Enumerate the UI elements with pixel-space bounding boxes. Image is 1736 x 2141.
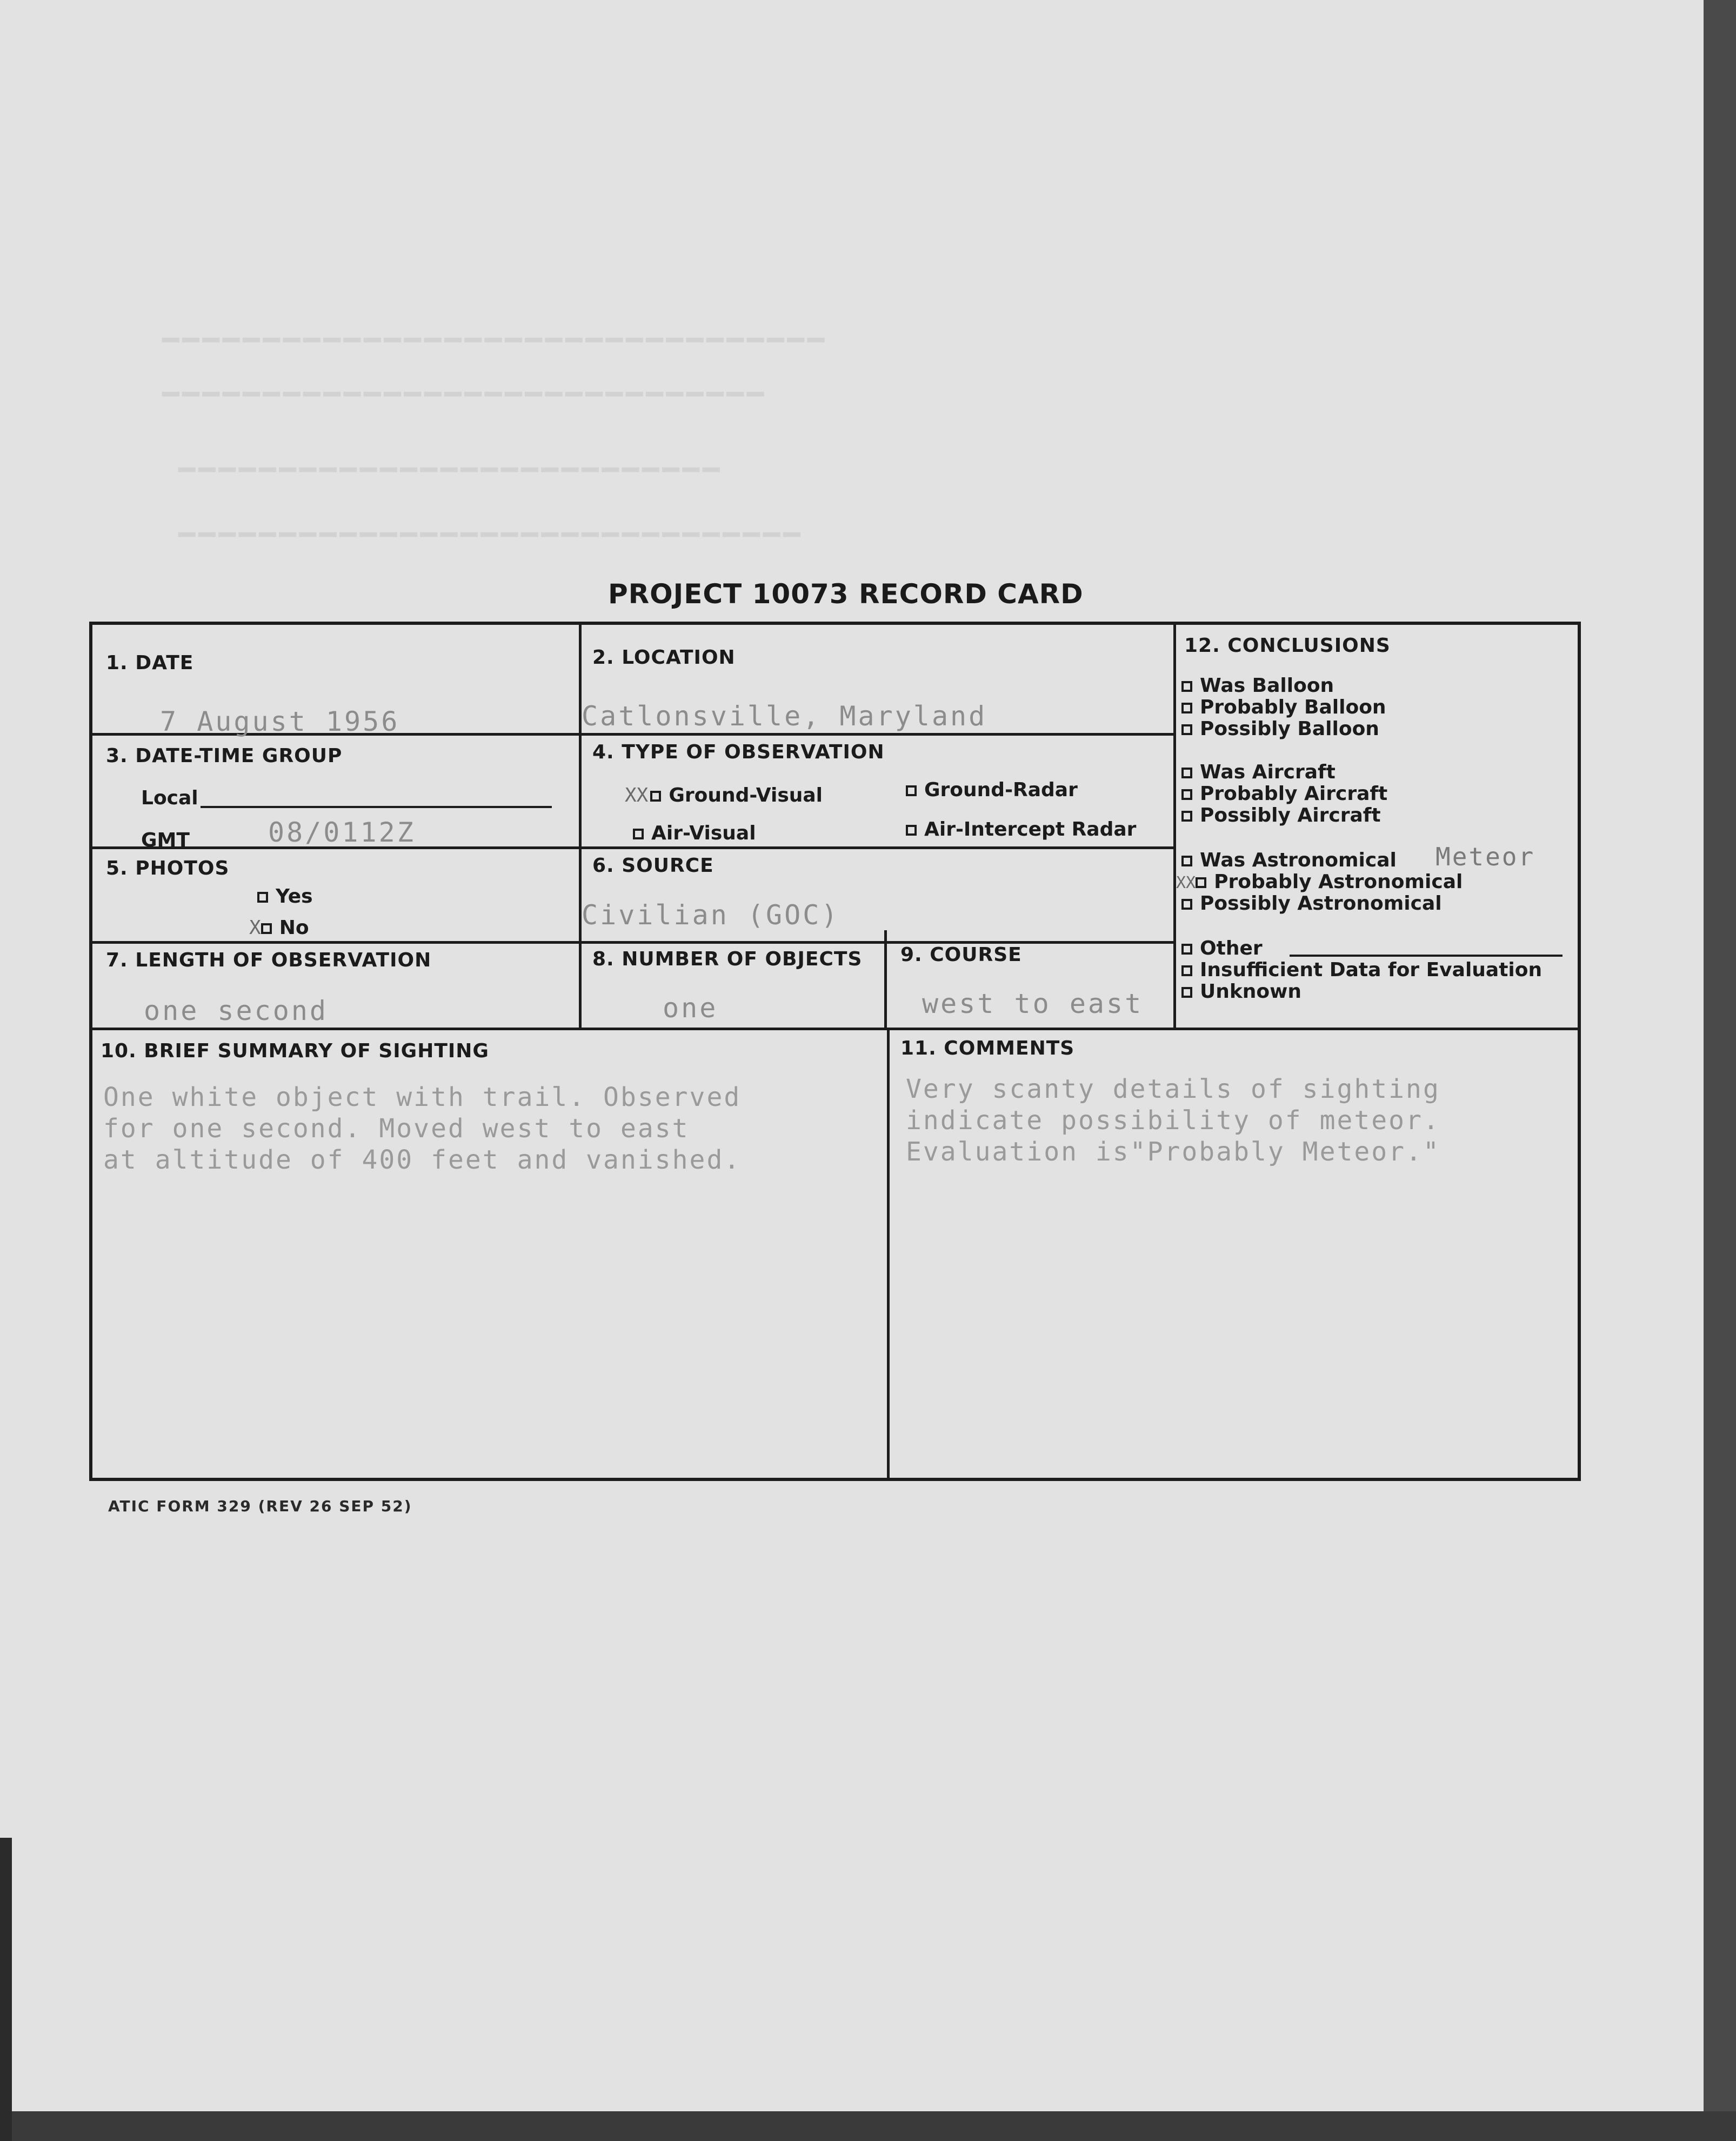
- divider: [884, 930, 887, 1028]
- checkbox-icon: [1181, 944, 1192, 955]
- probably-astronomical-mark: XX: [1176, 873, 1196, 892]
- summary-label: 10. BRIEF SUMMARY OF SIGHTING: [101, 1040, 489, 1062]
- checkbox-icon: [650, 791, 661, 802]
- checkbox-icon: [1181, 681, 1192, 692]
- checkbox-icon: [1181, 987, 1192, 998]
- date-label: 1. DATE: [106, 652, 194, 674]
- other-line: [1290, 955, 1563, 957]
- conclusions-label: 12. CONCLUSIONS: [1184, 635, 1391, 657]
- checkbox-icon: [1181, 724, 1192, 735]
- checkbox-icon: [1181, 811, 1192, 822]
- gmt-label: GMT: [141, 829, 190, 851]
- comments-label: 11. COMMENTS: [900, 1037, 1075, 1059]
- ground-radar-option[interactable]: Ground-Radar: [906, 779, 1078, 801]
- local-time-line: [201, 806, 552, 808]
- probably-balloon-option[interactable]: Probably Balloon: [1181, 696, 1386, 718]
- location-value: Catlonsville, Maryland: [582, 701, 987, 732]
- bleed-through-line: ━━━━━━━━━━━━━━━━━━━━━━━━━━━━━━: [162, 378, 767, 411]
- local-time-label: Local: [141, 787, 198, 809]
- insufficient-data-option[interactable]: Insufficient Data for Evaluation: [1181, 959, 1542, 981]
- divider: [92, 1028, 1579, 1030]
- film-edge-bottom: [0, 2111, 1736, 2141]
- photos-label: 5. PHOTOS: [106, 857, 230, 879]
- bleed-through-line: ━━━━━━━━━━━━━━━━━━━━━━━━━━━━━━━━━: [162, 324, 828, 357]
- other-option[interactable]: Other: [1181, 937, 1263, 959]
- possibly-astronomical-option[interactable]: Possibly Astronomical: [1181, 892, 1442, 915]
- length-of-observation-value: one second: [144, 995, 329, 1026]
- ground-visual-option[interactable]: XX Ground-Visual: [625, 784, 823, 806]
- film-edge-left: [0, 1838, 12, 2141]
- meteor-note: Meteor: [1435, 842, 1535, 871]
- bleed-through-line: ━━━━━━━━━━━━━━━━━━━━━━━━━━━━━━━: [178, 519, 804, 551]
- form-number: ATIC FORM 329 (REV 26 SEP 52): [108, 1497, 412, 1515]
- possibly-balloon-option[interactable]: Possibly Balloon: [1181, 718, 1379, 740]
- summary-text: One white object with trail. Observed for one second. Moved west to east at altitude of 400 feet and vanished.: [103, 1082, 742, 1175]
- checkbox-icon: [257, 892, 268, 903]
- probably-aircraft-option[interactable]: Probably Aircraft: [1181, 783, 1387, 805]
- was-astronomical-option[interactable]: Was Astronomical: [1181, 849, 1397, 871]
- checkbox-icon: [1181, 965, 1192, 976]
- checkbox-icon: [1181, 856, 1192, 866]
- location-label: 2. LOCATION: [592, 646, 736, 669]
- divider: [579, 625, 582, 1028]
- checkbox-icon: [1181, 789, 1192, 800]
- air-intercept-radar-option[interactable]: Air-Intercept Radar: [906, 818, 1136, 841]
- date-time-group-label: 3. DATE-TIME GROUP: [106, 745, 343, 767]
- comments-text: Very scanty details of sighting indicate possibility of meteor. Evaluation is"Probably Meteor.": [906, 1074, 1440, 1167]
- ground-visual-mark: XX: [625, 784, 649, 806]
- photos-no-mark: X: [249, 917, 261, 939]
- source-label: 6. SOURCE: [592, 855, 714, 877]
- probably-astronomical-option[interactable]: XX Probably Astronomical: [1176, 871, 1463, 893]
- number-of-objects-value: one: [663, 992, 718, 1024]
- was-balloon-option[interactable]: Was Balloon: [1181, 675, 1334, 697]
- checkbox-icon: [1181, 899, 1192, 910]
- checkbox-icon: [1196, 877, 1206, 888]
- divider: [887, 1028, 890, 1479]
- checkbox-icon: [1181, 703, 1192, 713]
- course-value: west to east: [922, 988, 1144, 1019]
- film-edge-right: [1704, 0, 1736, 2141]
- card-title: PROJECT 10073 RECORD CARD: [608, 578, 1084, 610]
- air-visual-option[interactable]: Air-Visual: [633, 822, 756, 844]
- possibly-aircraft-option[interactable]: Possibly Aircraft: [1181, 804, 1381, 826]
- length-of-observation-label: 7. LENGTH OF OBSERVATION: [106, 949, 432, 971]
- number-of-objects-label: 8. NUMBER OF OBJECTS: [592, 948, 863, 970]
- checkbox-icon: [906, 825, 917, 836]
- checkbox-icon: [633, 829, 644, 839]
- photos-yes-option[interactable]: Yes: [257, 885, 313, 908]
- unknown-option[interactable]: Unknown: [1181, 981, 1301, 1003]
- checkbox-icon: [261, 923, 272, 934]
- course-label: 9. COURSE: [900, 944, 1022, 966]
- bleed-through-line: ━━━━━━━━━━━━━━━━━━━━━━━━━━━: [178, 454, 723, 486]
- date-value: 7 August 1956: [160, 706, 400, 737]
- gmt-value: 08/0112Z: [268, 817, 416, 848]
- photos-no-option[interactable]: X No: [249, 917, 309, 939]
- type-of-observation-label: 4. TYPE OF OBSERVATION: [592, 741, 885, 763]
- was-aircraft-option[interactable]: Was Aircraft: [1181, 761, 1336, 783]
- divider: [1173, 625, 1176, 1028]
- checkbox-icon: [1181, 768, 1192, 778]
- record-card: [89, 622, 1581, 1481]
- source-value: Civilian (GOC): [582, 899, 840, 931]
- checkbox-icon: [906, 785, 917, 796]
